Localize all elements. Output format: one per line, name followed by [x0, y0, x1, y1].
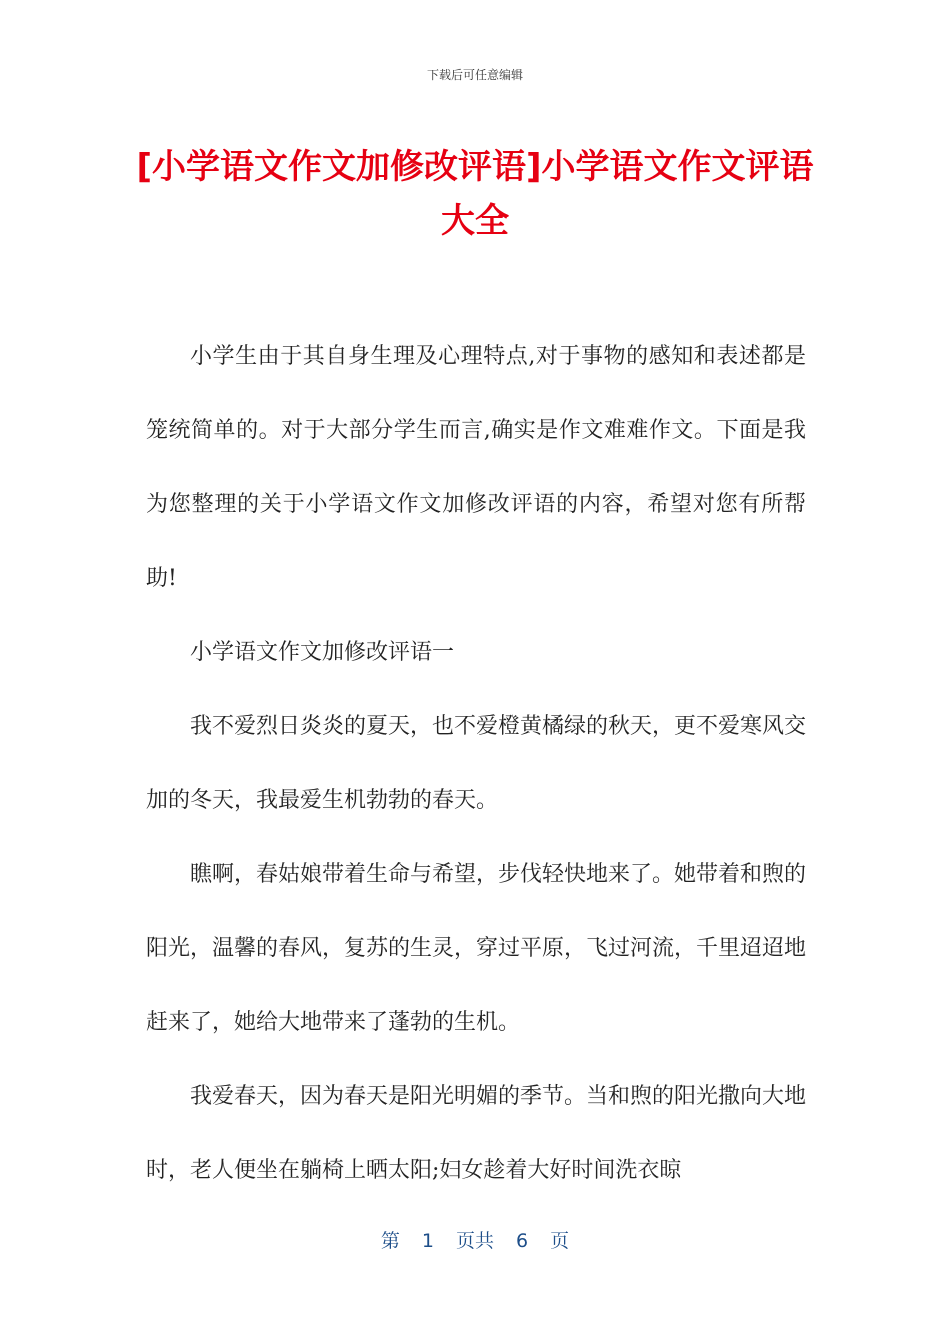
paragraph-2: 瞧啊，春姑娘带着生命与希望，步伐轻快地来了。她带着和煦的阳光，温馨的春风，复苏的生灵，穿过平原，飞过河流，千里迢迢地赶来了，她给大地带来了蓬勃的生机。	[146, 862, 807, 1035]
paragraph-1: 我不爱烈日炎炎的夏天，也不爱橙黄橘绿的秋天，更不爱寒风交加的冬天，我最爱生机勃勃的春天。	[146, 714, 807, 813]
footer-prefix: 第	[380, 1230, 400, 1252]
footer-suffix: 页	[550, 1230, 570, 1252]
header-note: 下载后可任意编辑	[426, 68, 523, 82]
current-page-number: 1	[421, 1230, 434, 1252]
paragraph-intro: 小学生由于其自身生理及心理特点,对于事物的感知和表述都是笼统简单的。对于大部分学生而言,确实是作文难难作文。下面是我为您整理的关于小学语文作文加修改评语的内容，希望对您有所帮助!	[146, 344, 806, 591]
paragraph-section-heading: 小学语文作文加修改评语一	[190, 640, 455, 665]
total-pages-number: 6	[516, 1230, 529, 1252]
document-body	[146, 320, 806, 1208]
page-footer	[0, 1226, 950, 1253]
paragraph-3: 我爱春天，因为春天是阳光明媚的季节。当和煦的阳光撒向大地时，老人便坐在躺椅上晒太阳;妇女趁着大好时间洗衣晾	[146, 1084, 807, 1183]
document-title: [小学语文作文加修改评语]小学语文作文评语大全	[136, 147, 814, 241]
footer-middle: 页共	[455, 1230, 494, 1252]
